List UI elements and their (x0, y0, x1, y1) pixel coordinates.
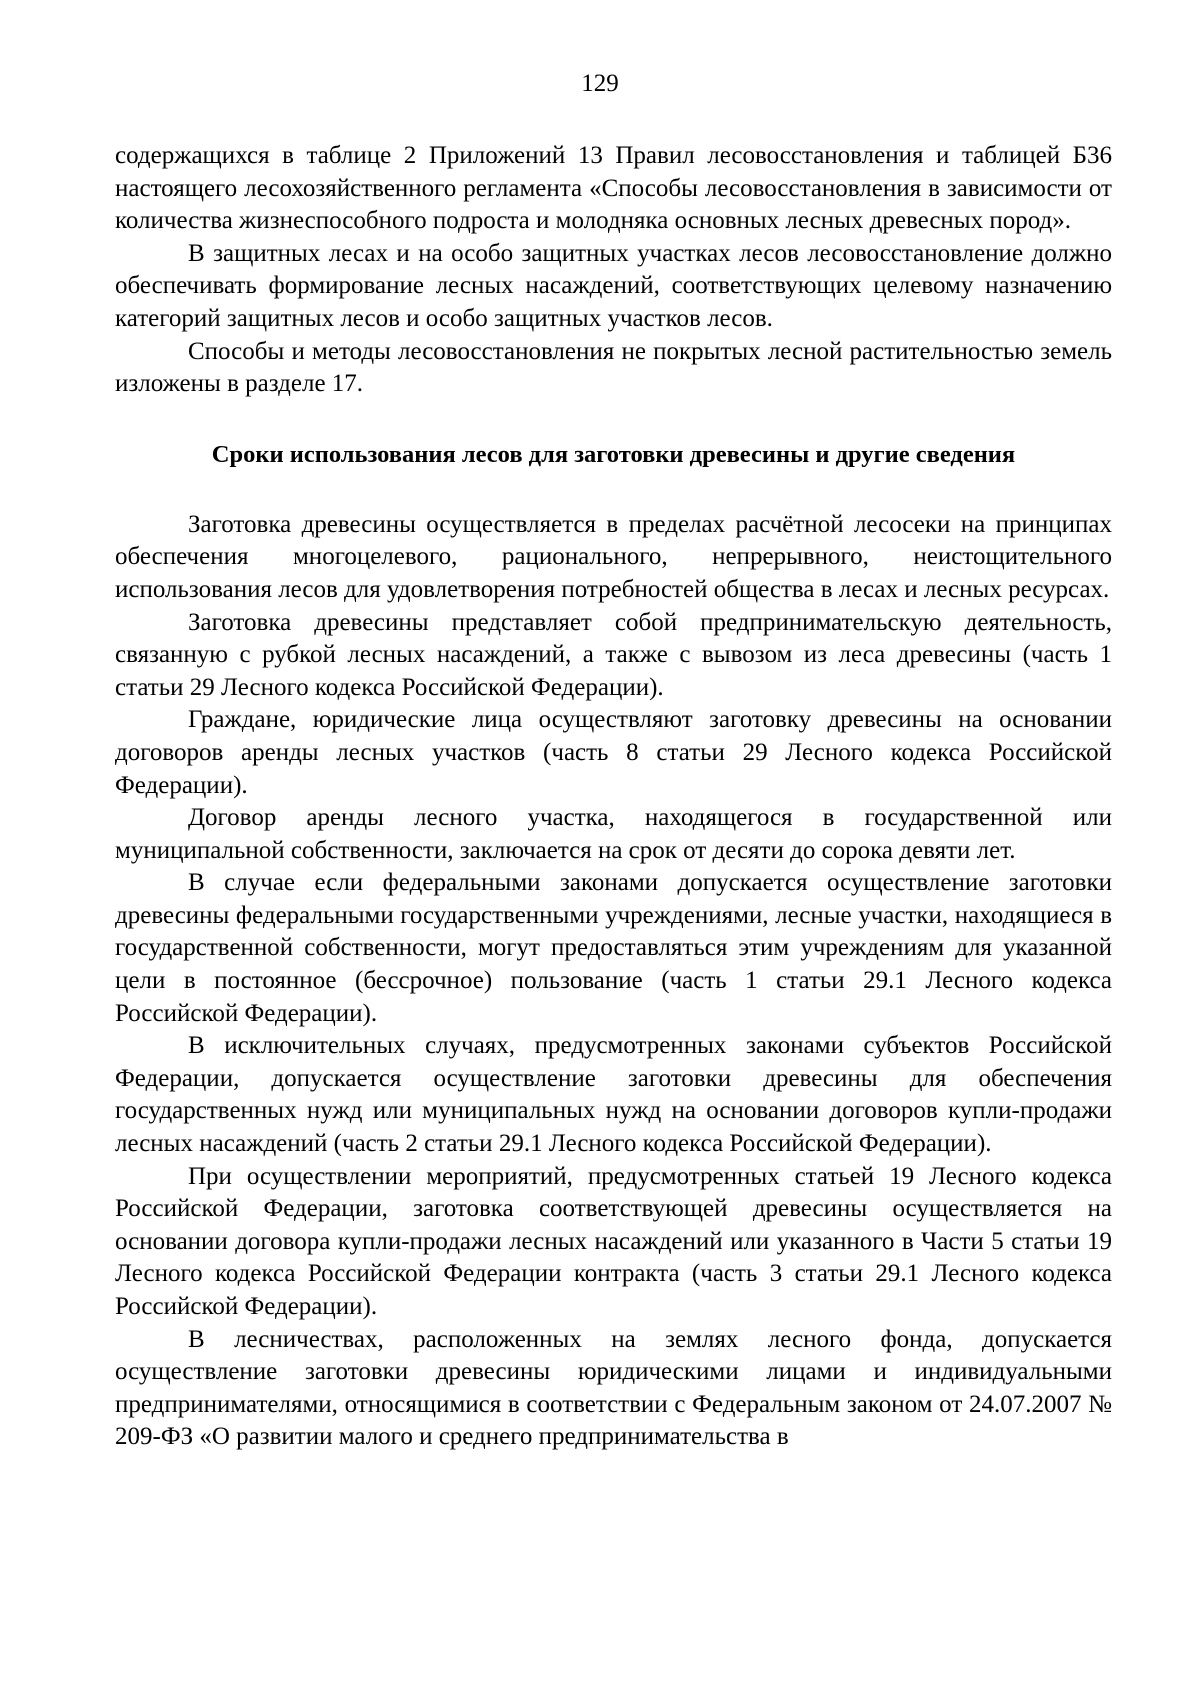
paragraph: В защитных лесах и на особо защитных участках лесов лесовосстановление должно обеспечивать формирование лесных насаждений, соответствующих целевому назначению категорий защитных лесов и особо защитных участков лесов. (115, 239, 1112, 332)
paragraph: Заготовка древесины осуществляется в пределах расчётной лесосеки на принципах обеспечения многоцелевого, рационального, непрерывного, неистощительного использования лесов для удовлетворения потребностей общества в лесах и лесных ресурсах. (115, 510, 1112, 603)
section-heading: Сроки использования лесов для заготовки древесины и другие сведения (211, 440, 1016, 468)
paragraph: Способы и методы лесовосстановления не покрытых лесной растительностью земель изложены в разделе 17. (115, 337, 1112, 398)
paragraph: При осуществлении мероприятий, предусмотренных статьей 19 Лесного кодекса Российской Федерации, заготовка соответствующей древесины осуществляется на основании договора купли-продажи лесных насаждений или указанного в Части 5 статьи 19 Лесного кодекса Российской Федерации контракта (часть 3 статьи 29.1 Лесного кодекса Российской Федерации). (115, 1162, 1112, 1320)
page-content (115, 140, 1112, 1454)
paragraph: В лесничествах, расположенных на землях лесного фонда, допускается осуществление заготовки древесины юридическими лицами и индивидуальными предпринимателями, относящимися в соответствии с Федеральным законом от 24.07.2007 № 209-ФЗ «О развитии малого и среднего предпринимательства в (115, 1325, 1112, 1451)
paragraph: Заготовка древесины представляет собой предпринимательскую деятельность, связанную с рубкой лесных насаждений, а также с вывозом из леса древесины (часть 1 статьи 29 Лесного кодекса Российской Федерации). (115, 608, 1112, 701)
paragraph: Договор аренды лесного участка, находящегося в государственной или муниципальной собственности, заключается на срок от десяти до сорока девяти лет. (115, 804, 1112, 864)
page-number: 129 (581, 70, 619, 97)
paragraph: Граждане, юридические лица осуществляют заготовку древесины на основании договоров аренды лесных участков (часть 8 статьи 29 Лесного кодекса Российской Федерации). (115, 706, 1112, 799)
paragraph: содержащихся в таблице 2 Приложений 13 Правил лесовосстановления и таблицей Б36 настоящего лесохозяйственного регламента «Способы лесовосстановления в зависимости от количества жизнеспособного подроста и молодняка основных лесных древесных пород». (115, 142, 1112, 235)
paragraph: В случае если федеральными законами допускается осуществление заготовки древесины федеральными государственными учреждениями, лесные участки, находящиеся в государственной собственности, могут предоставляться этим учреждениям для указанной цели в постоянное (бессрочное) пользование (часть 1 статьи 29.1 Лесного кодекса Российской Федерации). (115, 869, 1112, 1027)
paragraph: В исключительных случаях, предусмотренных законами субъектов Российской Федерации, допускается осуществление заготовки древесины для обеспечения государственных нужд или муниципальных нужд на основании договоров купли-продажи лесных насаждений (часть 2 статьи 29.1 Лесного кодекса Российской Федерации). (115, 1032, 1112, 1158)
